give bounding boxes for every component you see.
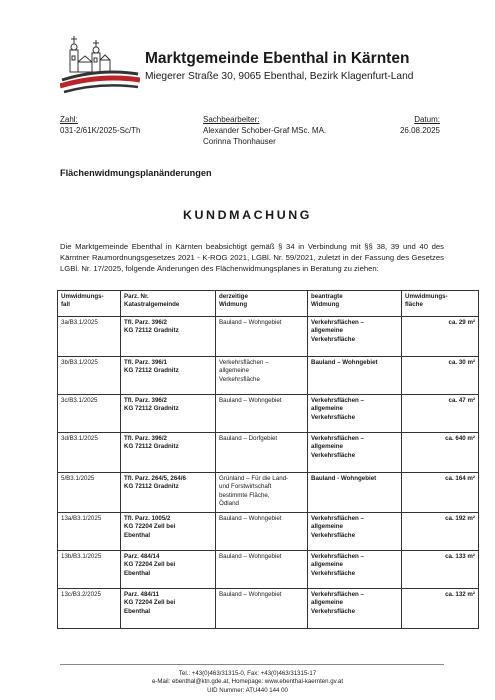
table-header-row [58, 291, 479, 317]
cell-requested-zoning: Verkehrsflächen – allgemeine Verkehrsfläche [308, 589, 402, 629]
col-header-area: Umwidmungs- fläche [402, 291, 479, 317]
cell-requested-zoning: Bauland – Wohngebiet [308, 357, 402, 395]
intro-paragraph: Die Marktgemeinde Ebenthal in Kärnten beabsichtigt gemäß § 34 in Verbindung mit §§ 38, 39 und 40 des Kärntner Raumordnungsgesetzes 2021 - K-ROG 2021, LGBl. Nr. 59/2021, zuletzt in der Fassung des Gesetzes LGBl. Nr. 17/2025, folgende Änderungen des Flächenwidmungsplanes in Beratung zu ziehen: [60, 242, 444, 273]
cell-parcel: Tfl. Parz. 1005/2 KG 72204 Zell bei Ebenthal [121, 513, 216, 551]
cell-parcel: Tfl. Parz. 396/1 KG 72112 Gradnitz [121, 357, 216, 395]
cell-requested-zoning: Bauland - Wohngebiet [308, 473, 402, 513]
municipality-logo [60, 30, 140, 96]
cell-area: ca. 47 m² [402, 395, 479, 433]
cell-current-zoning: Bauland – Wohngebiet [216, 589, 308, 629]
cell-case: 13c/B3.2/2025 [58, 589, 121, 629]
clerk-name-2: Corinna Thonhauser [203, 137, 276, 146]
cell-area: ca. 192 m² [402, 513, 479, 551]
document-title: KUNDMACHUNG [182, 208, 313, 222]
cell-area: ca. 133 m² [402, 551, 479, 589]
cell-parcel: Tfl. Parz. 396/2 KG 72112 Gradnitz [121, 317, 216, 357]
cell-case: 3a/B3.1/2025 [58, 317, 121, 357]
table-row [58, 513, 479, 551]
col-header-parcel: Parz. Nr. Katastralgemeinde [121, 291, 216, 317]
cell-area: ca. 30 m² [402, 357, 479, 395]
cell-area: ca. 132 m² [402, 589, 479, 629]
cell-requested-zoning: Verkehrsflächen – allgemeine Verkehrsfläche [308, 513, 402, 551]
table-row [58, 473, 479, 513]
cell-current-zoning: Bauland – Wohngebiet [216, 551, 308, 589]
cell-requested-zoning: Verkehrsflächen – allgemeine Verkehrsfläche [308, 395, 402, 433]
cell-case: 3d/B3.1/2025 [58, 433, 121, 473]
footer-vat: UID Nummer: ATU440 144 00 [207, 686, 288, 694]
table-row [58, 357, 479, 395]
cell-case: 3c/B3.1/2025 [58, 395, 121, 433]
date-label: Datum: [414, 115, 440, 124]
date-block [330, 114, 440, 136]
table-row [58, 395, 479, 433]
cell-case: 13a/B3.1/2025 [58, 513, 121, 551]
cell-requested-zoning: Verkehrsflächen – allgemeine Verkehrsfläche [308, 317, 402, 357]
table-row [58, 433, 479, 473]
col-header-requested-zoning: beantragte Widmung [308, 291, 402, 317]
cell-parcel: Tfl. Parz. 396/2 KG 72112 Gradnitz [121, 433, 216, 473]
subject-line: Flächenwidmungsplanänderungen [60, 168, 212, 178]
col-header-current-zoning: derzeitige Widmung [216, 291, 308, 317]
date-value: 26.08.2025 [399, 126, 440, 135]
cell-current-zoning: Bauland – Dorfgebiet [216, 433, 308, 473]
footer-contact: e-Mail: ebenthal@ktn.gde.at, Homepage: www.ebenthal-kaernten.gv.at [151, 678, 344, 686]
table-row [58, 317, 479, 357]
file-number-label: Zahl: [60, 115, 78, 124]
cell-requested-zoning: Verkehrsflächen – allgemeine Verkehrsfläche [308, 551, 402, 589]
municipality-name: Marktgemeinde Ebenthal in Kärnten [145, 50, 410, 67]
cell-current-zoning: Verkehrsflächen – allgemeine Verkehrsfläche [216, 357, 308, 395]
rezoning-table [57, 290, 479, 629]
cell-current-zoning: Bauland – Wohngebiet [216, 513, 308, 551]
clerk-block [203, 114, 326, 147]
cell-case: 3b/B3.1/2025 [58, 357, 121, 395]
footer [0, 670, 495, 695]
file-number-block [60, 114, 141, 136]
cell-current-zoning: Bauland – Wohngebiet [216, 395, 308, 433]
cell-case: 13b/B3.1/2025 [58, 551, 121, 589]
cell-case: 5/B3.1/2025 [58, 473, 121, 513]
cell-parcel: Tfl. Parz. 396/2 KG 72112 Gradnitz [121, 395, 216, 433]
cell-parcel: Parz. 484/14 KG 72204 Zell bei Ebenthal [121, 551, 216, 589]
col-header-case: Umwidmungs- fall [58, 291, 121, 317]
cell-current-zoning: Grünland – Für die Land- und Forstwirtschaft bestimmte Fläche, Ödland [216, 473, 308, 513]
cell-area: ca. 164 m² [402, 473, 479, 513]
clerk-name-1: Alexander Schober-Graf MSc. MA. [203, 126, 327, 135]
clerk-label: Sachbearbeiter: [203, 115, 260, 124]
cell-area: ca. 640 m² [402, 433, 479, 473]
file-number-value: 031-2/61K/2025-Sc/Th [60, 126, 141, 135]
cell-requested-zoning: Verkehrsflächen – allgemeine Verkehrsfläche [308, 433, 402, 473]
footer-phone: Tel.: +43(0)463/31315-0, Fax: +43(0)463/31315-17 [178, 670, 317, 677]
letterhead [60, 30, 460, 100]
table-row [58, 589, 479, 629]
table-row [58, 551, 479, 589]
cell-area: ca. 29 m² [402, 317, 479, 357]
footer-divider [60, 664, 444, 665]
municipality-address: Miegerer Straße 30, 9065 Ebenthal, Bezirk Klagenfurt-Land [145, 71, 414, 82]
cell-current-zoning: Bauland – Wohngebiet [216, 317, 308, 357]
cell-parcel: Tfl. Parz. 264/5, 264/6 KG 72112 Gradnitz [121, 473, 216, 513]
cell-parcel: Parz. 484/11 KG 72204 Zell bei Ebenthal [121, 589, 216, 629]
